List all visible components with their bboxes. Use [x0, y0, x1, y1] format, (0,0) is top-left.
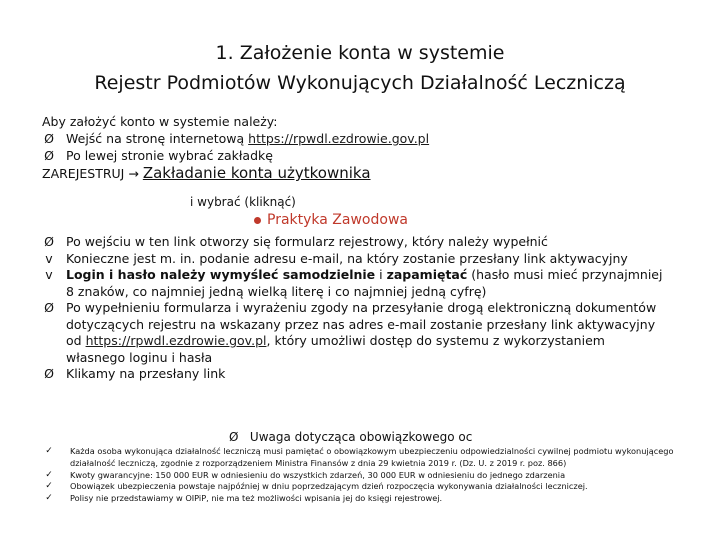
connector-text: i: [375, 267, 387, 282]
check-icon: ✓: [45, 446, 53, 456]
insurance-notes: [42, 446, 702, 505]
step-form-open: [42, 234, 682, 251]
step-text: [42, 300, 666, 366]
check-icon: ✓: [45, 469, 53, 480]
step-text: Po wejściu w ten link otworzy się formularz rejestrowy, który należy wypełnić: [66, 234, 548, 249]
step-choose-tab: [42, 147, 429, 164]
bold-login-text: Login i hasło należy wymyśleć samodzielnie: [66, 267, 376, 282]
notice-heading-text: Uwaga dotycząca obowiązkowego oc: [249, 430, 473, 444]
arrow-bullet-icon: Ø: [44, 148, 54, 163]
choose-instruction: i wybrać (kliknąć): [190, 195, 296, 209]
check-icon: ✓: [45, 493, 53, 504]
intro-section: [42, 113, 429, 182]
step-choose-tab-text: Po lewej stronie wybrać zakładkę: [66, 148, 273, 163]
step-activation-link: [42, 300, 682, 366]
activation-text: Po wypełnieniu formularza i wyrażeniu zgody na przesyłanie drogą elektroniczną dokumentów dotyczących rejestru na wskazany przez nas adres e-mail zostanie przesłany link aktywacyjny od: [66, 300, 657, 348]
note-text: Obowiązek ubezpieczenia powstaje najpóźniej w dniu poprzedzającym dzień rozpoczęcia wykonywania działalności leczniczej.: [70, 481, 588, 492]
bullet-dot-icon: [254, 217, 261, 224]
title-line-2: Rejestr Podmiotów Wykonujących Działalność Leczniczą: [94, 72, 626, 94]
register-account-link[interactable]: Zakładanie konta użytkownika: [142, 164, 371, 182]
note-item: [42, 470, 702, 482]
arrow-bullet-icon: Ø: [229, 430, 239, 444]
step-text: Klikamy na przesłany link: [66, 366, 226, 381]
rpwdl-link[interactable]: https://rpwdl.ezdrowie.gov.pl: [85, 333, 267, 348]
password-rules-text: (hasło musi mieć przynajmniej 8 znaków, co najmniej jedną wielką literę i co najmniej jedną cyfrę): [66, 267, 663, 299]
rpwdl-link[interactable]: https://rpwdl.ezdrowie.gov.pl: [248, 131, 430, 146]
arrow-bullet-icon: Ø: [44, 131, 54, 146]
arrow-bullet-icon: Ø: [44, 234, 54, 249]
diamond-bullet-icon: v: [45, 250, 53, 266]
note-item: [42, 481, 702, 493]
step-visit-text: Wejść na stronę internetową: [66, 131, 249, 146]
check-icon: ✓: [45, 481, 53, 492]
activation-text-end: , który umożliwi dostęp do systemu z wykorzystaniem własnego loginu i hasła: [66, 333, 605, 365]
step-visit-site: [42, 130, 429, 147]
step-login-password: [42, 267, 682, 300]
page-title: [0, 38, 720, 98]
note-text: Każda osoba wykonująca działalność leczniczą musi pamiętać o obowiązkowym ubezpieczeniu odpowiedzialności cywilnej podmiotu wykonującego działalność leczniczą, zgodnie z rozporządzeniem Ministra Finansów z dnia 29 kwietnia 2019 r. (Dz. U. z 2019 r. poz. 866): [70, 446, 674, 468]
arrow-bullet-icon: Ø: [44, 366, 54, 381]
registration-steps: [42, 234, 682, 383]
praktyka-label: Praktyka Zawodowa: [267, 212, 408, 228]
diamond-bullet-icon: v: [45, 267, 53, 282]
step-click-link: [42, 366, 682, 383]
praktyka-zawodowa-option[interactable]: [254, 212, 408, 228]
note-text: Polisy nie przedstawiamy w OIPiP, nie ma też możliwości wpisania jej do księgi rejestrowej.: [70, 493, 443, 504]
note-text: Kwoty gwarancyjne: 150 000 EUR w odniesieniu do wszystkich zdarzeń, 30 000 EUR w odniesieniu do jednego zdarzenia: [70, 469, 566, 480]
title-line-1: 1. Założenie konta w systemie: [215, 42, 505, 64]
intro-lead: Aby założyć konto w systemie należy:: [42, 114, 278, 129]
step-text: Konieczne jest m. in. podanie adresu e-mail, na który zostanie przesłany link aktywacyjny: [66, 250, 628, 266]
notice-heading: [229, 430, 472, 444]
note-item: [42, 446, 702, 470]
register-label: ZAREJESTRUJ: [42, 166, 125, 181]
arrow-bullet-icon: Ø: [44, 300, 54, 315]
step-email: [42, 251, 682, 268]
step-text: [42, 267, 666, 300]
register-line: [42, 165, 429, 182]
bold-remember-text: zapamiętać: [386, 267, 468, 282]
arrow-right-icon: →: [128, 166, 139, 181]
note-item: [42, 493, 702, 505]
